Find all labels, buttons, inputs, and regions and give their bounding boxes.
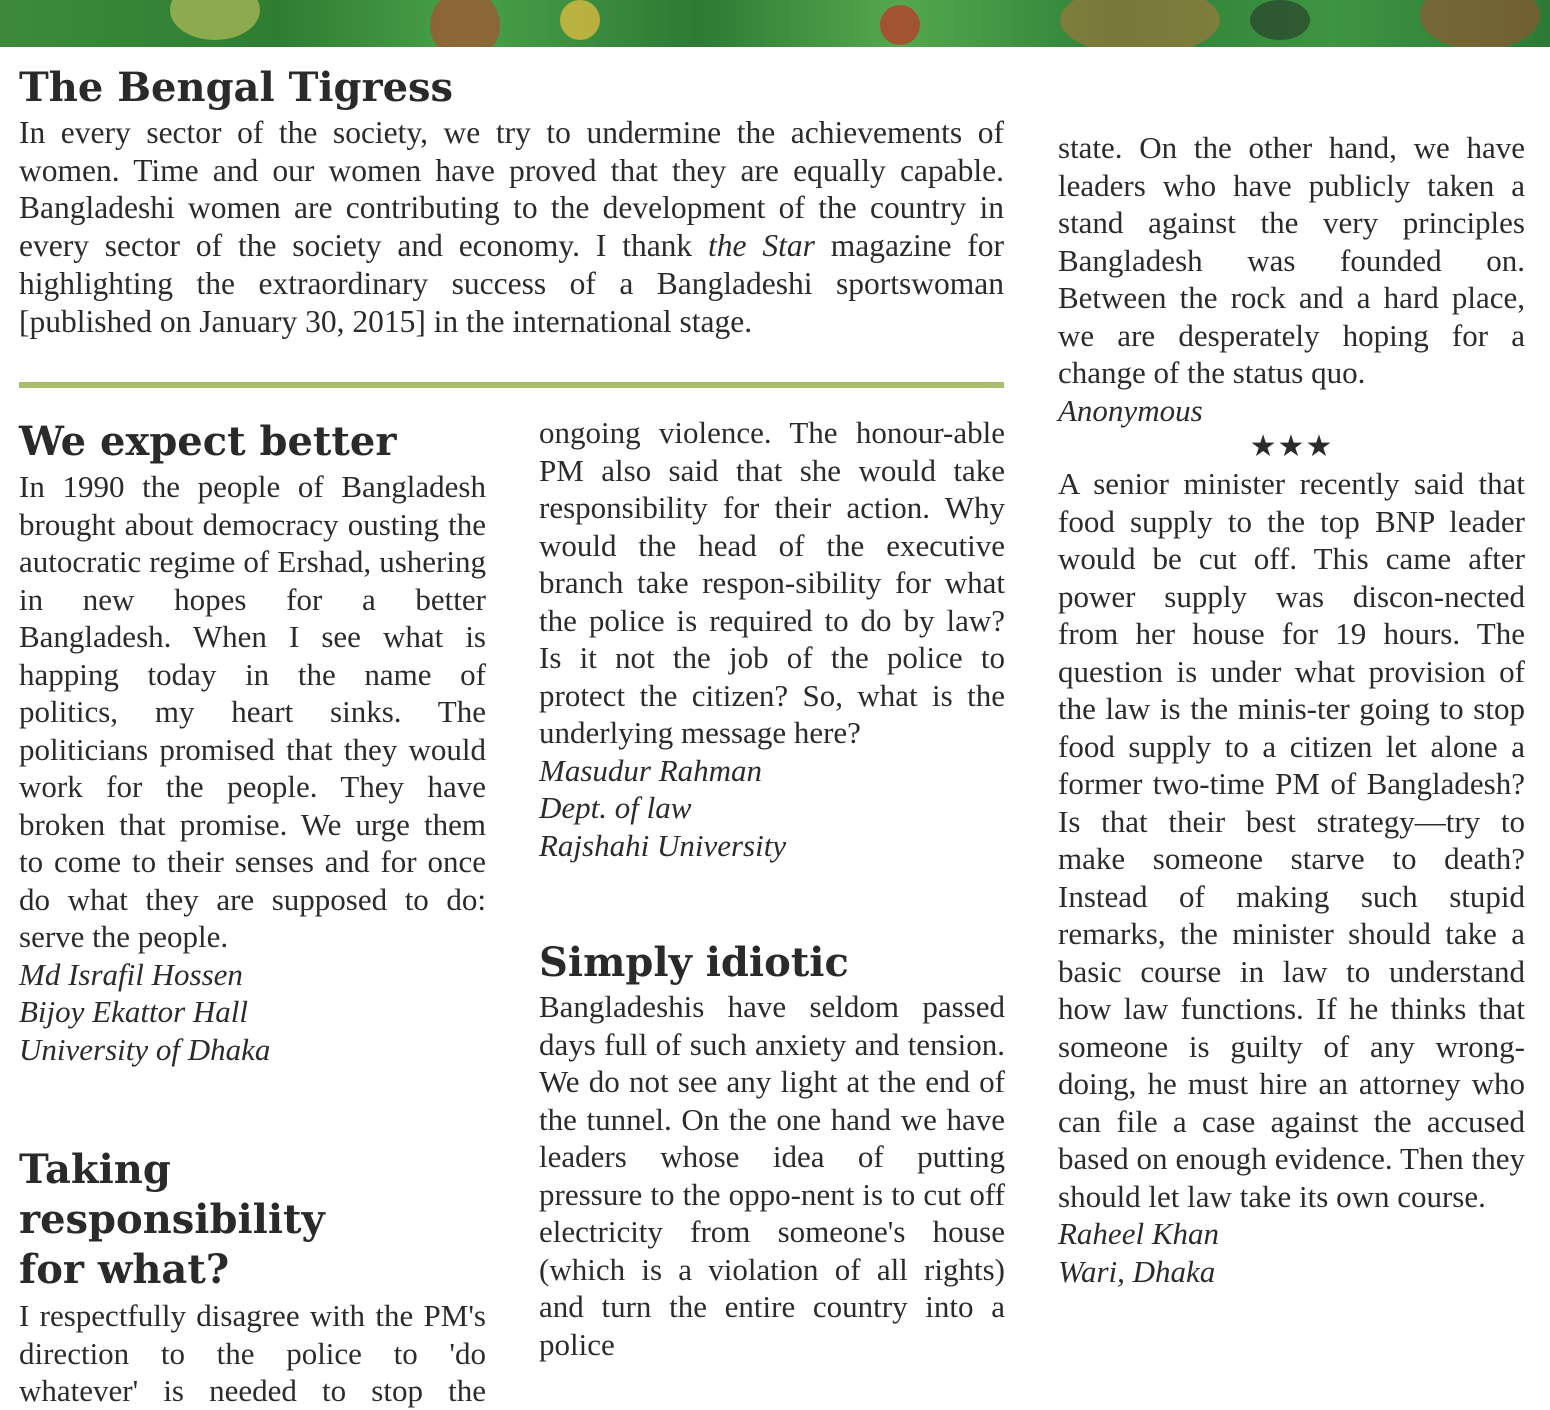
section-divider bbox=[19, 382, 1004, 388]
letter-title: Taking responsibility for what? bbox=[19, 1146, 325, 1293]
letter-minister-body: A senior minister recently said that food supply to the top BNP leader would be cut off. This came after power supply was discon-nected from her house for 19 hours. The question is under what provision of the law is the minis-ter going to stop food supply to a citizen let alone a former two-time PM of Bangladesh? Is that their best strategy—try to make someone starve to death? Instead of making such stupid remarks, the minister should take a basic course in law to understand how law functions. If he thinks that someone is guilty of any wrong-doing, he must hire an attorney who can file a case against the accused based on enough evidence. Then they should let law take its own course. bbox=[1058, 466, 1525, 1214]
letter-body: In every sector of the society, we try to undermine the achievements of women. Time and our women have proved that they are equally capable. Bangladeshi women are contributing to the development of the country in every sector of the society and economy. I thank the Star magazine for highlighting the extraordinary success of a Bangladeshi sportswoman [published on January 30, 2015] in the international stage. bbox=[19, 115, 1005, 339]
signature-location: Wari, Dhaka bbox=[1058, 1253, 1216, 1289]
letter-we-expect-better bbox=[19, 416, 486, 1068]
letter-body: In 1990 the people of Bangladesh brought about democracy ousting the autocratic regime of Ershad, ushering in new hopes for a better Bangladesh. When I see what is happing today in the name of politics, my heart sinks. The politicians promised that they would work for the people. They have broken that promise. We urge them to come to their senses and for once do what they are supposed to do: serve the people. bbox=[19, 469, 486, 954]
letter-simply-idiotic bbox=[539, 938, 1005, 1363]
letter-body-part1: I respectfully disagree with the PM's direction to the police to 'do whatever' is needed to stop the bbox=[19, 1298, 486, 1408]
signature-name: Anonymous bbox=[1058, 392, 1203, 428]
magazine-name: the Star bbox=[708, 228, 815, 264]
signature-affiliation: Bijoy Ekattor Hall bbox=[19, 994, 249, 1029]
header-photo-strip bbox=[0, 0, 1550, 47]
letter-bengal-tigress bbox=[19, 62, 1004, 340]
letter-body-part1: Bangladeshis have seldom passed days full of such anxiety and tension. We do not see any light at the end of the tunnel. On the one hand we have leaders whose idea of putting pressure to the oppo-nent is to cut off electricity from someone's house (which is a violation of all rights) and turn the entire country into a police bbox=[539, 989, 1005, 1362]
signature-name: Masudur Rahman bbox=[539, 752, 763, 788]
letter-title: Simply idiotic bbox=[539, 939, 849, 986]
letter-simply-idiotic-cont bbox=[1058, 129, 1525, 1290]
letter-title: We expect better bbox=[19, 418, 397, 465]
signature-institution: Rajshahi University bbox=[539, 827, 787, 863]
signature-name: Md Israfil Hossen bbox=[19, 956, 243, 992]
signature-affiliation: Dept. of law bbox=[539, 790, 692, 825]
letter-title: The Bengal Tigress bbox=[19, 64, 454, 111]
letter-body-part2: state. On the other hand, we have leaders who have publicly taken a stand against the very principles Bangladesh was founded on. Between the rock and a hard place, we are desperately hoping for a change of the status quo. bbox=[1058, 130, 1525, 390]
letter-taking-responsibility bbox=[19, 1145, 486, 1410]
signature-institution: University of Dhaka bbox=[19, 1031, 271, 1067]
stars-separator: ★★★ bbox=[1249, 429, 1334, 464]
letter-taking-responsibility-cont bbox=[539, 414, 1005, 864]
letter-body-part2: ongoing violence. The honour-able PM also said that she would take responsibility for their action. Why would the head of the executive branch take respon-sibility for what the police is required to do by law? Is it not the job of the police to protect the citizen? So, what is the underlying message here? bbox=[539, 415, 1005, 750]
signature-name: Raheel Khan bbox=[1058, 1216, 1219, 1251]
